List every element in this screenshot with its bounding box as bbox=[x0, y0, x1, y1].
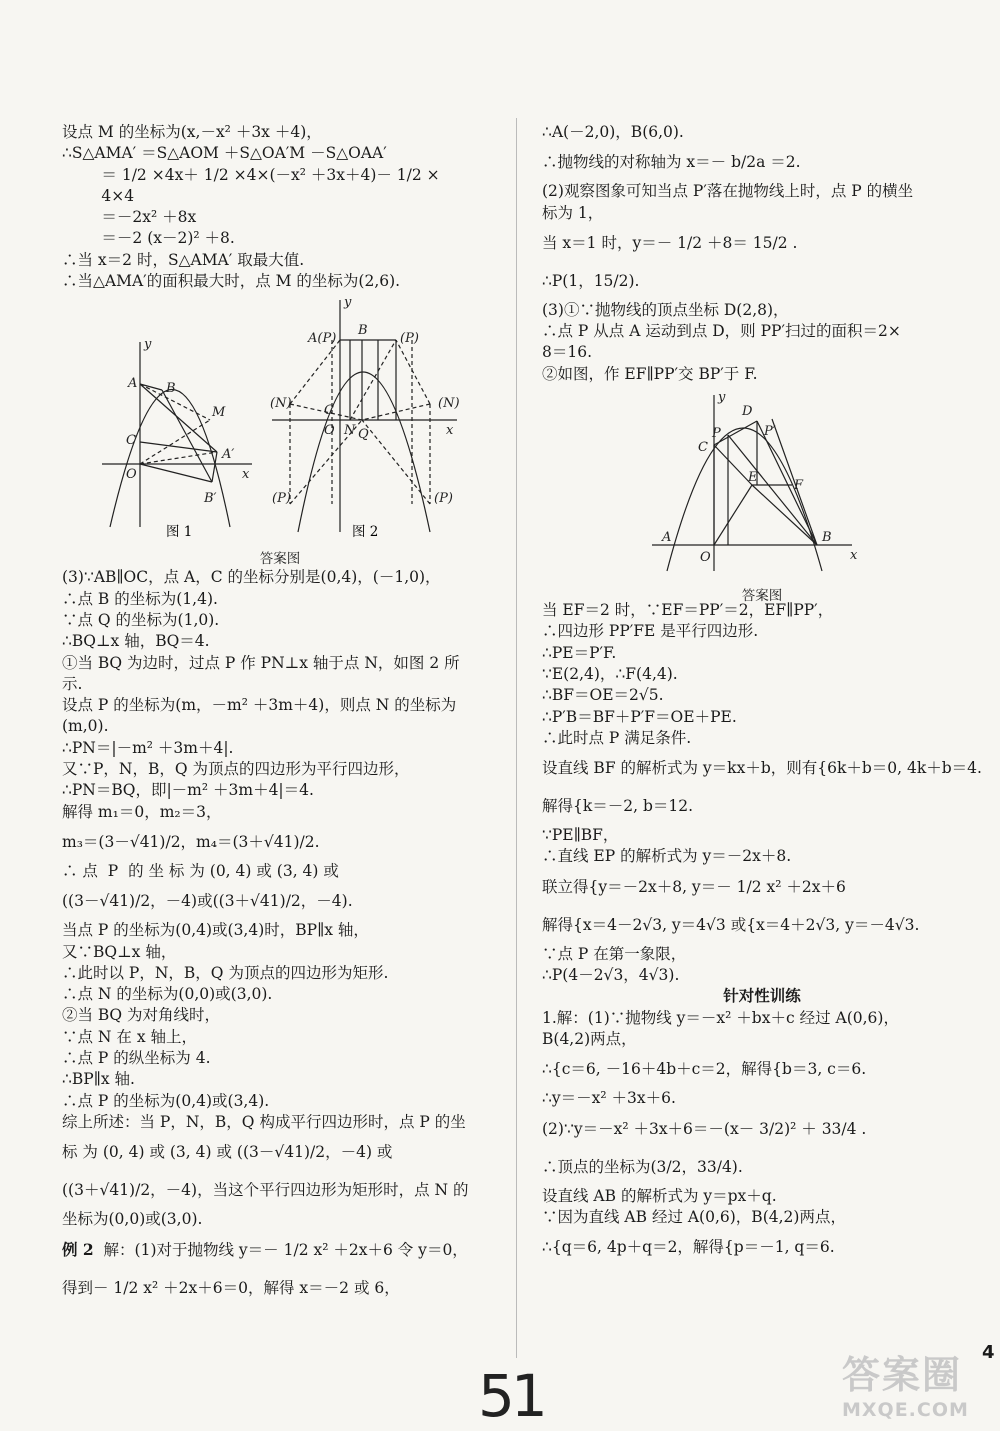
text-line: 得到－ 1/2 x² ＋2x＋6＝0，解得 x＝－2 或 6， bbox=[62, 1278, 400, 1297]
fig3-label: D bbox=[742, 404, 753, 420]
text-line: ∴BQ⊥x 轴，BQ＝4. bbox=[62, 632, 210, 651]
fig3-label: O bbox=[700, 550, 711, 566]
fig2-label: N bbox=[344, 423, 356, 439]
text-line: ∴此时点 P 满足条件. bbox=[542, 728, 692, 747]
fig2-label: (P) bbox=[400, 331, 419, 347]
text-line: ∴PN＝BQ，即|－m² ＋3m＋4|＝4. bbox=[62, 781, 314, 800]
text-line: ∵PE∥BF， bbox=[542, 826, 619, 845]
text-line: B(4,2)两点， bbox=[542, 1029, 637, 1048]
text-line: ∴PE＝P′F. bbox=[542, 643, 617, 662]
fig3-label: A bbox=[662, 530, 672, 546]
fig2-label: C bbox=[324, 403, 334, 419]
fig2-label: x bbox=[446, 423, 454, 439]
fig1-label: A bbox=[128, 376, 138, 392]
text-line: 当点 P 的坐标为(0,4)或(3,4)时，BP∥x 轴， bbox=[62, 921, 369, 940]
text-line: ∴S△AMA′ ＝S△AOM ＋S△OA′M －S△OAA′ bbox=[62, 144, 387, 163]
watermark-logo bbox=[842, 1344, 994, 1424]
text-line: ∵点 P 在第一象限， bbox=[542, 944, 687, 963]
fig3-label: E bbox=[748, 470, 758, 486]
fig1-label: y bbox=[144, 337, 152, 353]
text-line: ∴P′B＝BF＋P′F＝OE＋PE. bbox=[542, 707, 737, 726]
text-line: 设点 P 的坐标为(m，－m² ＋3m＋4)，则点 N 的坐标为 bbox=[62, 696, 457, 715]
section-title: 针对性训练 bbox=[723, 987, 801, 1006]
text-line: ∴点 P 的坐标为(0,4)或(3,4). bbox=[62, 1091, 270, 1110]
figure-1-and-2 bbox=[62, 292, 498, 542]
right-column bbox=[542, 122, 982, 1266]
text-line: (2)∵y＝－x² ＋3x＋6＝－(x－ 3/2)² ＋ 33/4 . bbox=[542, 1119, 867, 1138]
text-line: ＝－2x² ＋8x bbox=[62, 208, 197, 227]
example-2-line bbox=[62, 1231, 498, 1269]
figure-3-diagram bbox=[542, 385, 982, 580]
text-line: 设直线 AB 的解析式为 y＝px＋q. bbox=[542, 1186, 777, 1205]
fig2-label: B bbox=[358, 323, 368, 339]
text-line: ∵E(2,4)，∴F(4,4). bbox=[542, 664, 678, 683]
fig1-label: x bbox=[242, 467, 250, 483]
text-line: 标为 1， bbox=[542, 203, 604, 222]
fig2-caption: 图 2 bbox=[352, 524, 379, 541]
text-line: ∵点 N 在 x 轴上， bbox=[62, 1027, 198, 1046]
fig3-label: P′ bbox=[764, 424, 776, 440]
text-line: 又∵P，N，B，Q 为顶点的四边形为平行四边形， bbox=[62, 760, 410, 779]
fig1-label: O bbox=[126, 467, 137, 483]
text-line: 又∵BQ⊥x 轴， bbox=[62, 942, 177, 961]
figure-2-labels bbox=[270, 295, 460, 506]
text-line: (3)∵AB∥OC，点 A，C 的坐标分别是(0,4)，(－1,0)， bbox=[62, 568, 441, 587]
text-line: 坐标为(0,0)或(3,0). bbox=[62, 1210, 203, 1229]
text-line: ∴{q＝6, 4p＋q＝2，解得{p＝－1, q＝6. bbox=[542, 1238, 835, 1257]
text-line: ((3＋√41)/2，－4)，当这个平行四边形为矩形时，点 N 的 bbox=[62, 1181, 469, 1200]
text-line: ∴四边形 PP′FE 是平行四边形. bbox=[542, 622, 759, 641]
example-label: 例 2 bbox=[62, 1239, 94, 1259]
text-span: 解：(1)对于抛物线 y＝－ 1/2 x² ＋2x＋6 令 y＝0， bbox=[93, 1240, 468, 1259]
text-line: ∴BP∥x 轴. bbox=[62, 1070, 135, 1089]
fig3-label: y bbox=[718, 390, 726, 406]
fig2-label: (P) bbox=[434, 491, 453, 507]
text-line: ∴BF＝OE＝2√5. bbox=[542, 686, 664, 705]
text-line: ∴点 N 的坐标为(0,0)或(3,0). bbox=[62, 985, 273, 1004]
handwritten-page-mark: 51 bbox=[478, 1362, 544, 1430]
answer-figure-caption: 答案图 bbox=[259, 550, 301, 567]
text-line: ∴P(4－2√3，4√3). bbox=[542, 966, 680, 985]
fig2-label: Q bbox=[358, 427, 369, 443]
text-line: 4×4 bbox=[62, 186, 135, 205]
figures-1-2 bbox=[62, 292, 498, 567]
text-line: ∴抛物线的对称轴为 x＝－ b/2a ＝2. bbox=[542, 153, 801, 172]
text-line: ∴顶点的坐标为(3/2，33/4). bbox=[542, 1157, 743, 1176]
text-line: ∴P(1，15/2). bbox=[542, 271, 640, 290]
text-line: ∴ 点 P 的 坐 标 为 (0, 4) 或 (3, 4) 或 bbox=[62, 861, 339, 880]
text-line: (2)观察图象可知当点 P′落在抛物线上时，点 P 的横坐 bbox=[542, 182, 914, 201]
text-line: ∴直线 EP 的解析式为 y＝－2x＋8. bbox=[542, 847, 792, 866]
text-line: ∵因为直线 AB 经过 A(0,6)，B(4,2)两点， bbox=[542, 1207, 846, 1226]
text-line: 示. bbox=[62, 674, 83, 693]
fig2-label: O bbox=[324, 423, 335, 439]
text-line: ∴当 x＝2 时，S△AMA′ 取最大值. bbox=[62, 250, 305, 269]
fig2-label: (N) bbox=[270, 396, 292, 412]
text-line: ∴y＝－x² ＋3x＋6. bbox=[542, 1089, 676, 1108]
fig1-caption: 图 1 bbox=[166, 524, 193, 541]
fig1-label: C bbox=[126, 433, 136, 449]
text-line: ②当 BQ 为对角线时， bbox=[62, 1006, 220, 1025]
text-line: ∴{c＝6, －16＋4b＋c＝2，解得{b＝3, c＝6. bbox=[542, 1060, 867, 1079]
text-line: 综上所述：当 P，N，B，Q 构成平行四边形时，点 P 的坐 bbox=[62, 1112, 466, 1131]
fig3-label: F bbox=[794, 478, 804, 494]
answer-figure-caption: 答案图 bbox=[741, 588, 783, 605]
fig1-label: B′ bbox=[204, 491, 217, 507]
text-line: 1.解：(1)∵抛物线 y＝－x² ＋bx＋c 经过 A(0,6)， bbox=[542, 1008, 899, 1027]
text-line: 设点 M 的坐标为(x,－x² ＋3x ＋4)， bbox=[62, 123, 322, 141]
text-line: ∴点 P 从点 A 运动到点 D，则 PP′扫过的面积＝2× bbox=[542, 322, 901, 341]
fig1-label: B bbox=[166, 381, 176, 397]
fig2-label: A(P) bbox=[308, 331, 337, 347]
text-line: ∴当△AMA′的面积最大时，点 M 的坐标为(2,6). bbox=[62, 272, 401, 291]
column-divider bbox=[516, 118, 517, 1358]
fig2-label: (P) bbox=[272, 491, 291, 507]
text-line: (m,0). bbox=[62, 717, 109, 736]
fig1-label: A′ bbox=[222, 447, 235, 463]
text-line: ②如图，作 EF∥PP′交 BP′于 F. bbox=[542, 364, 758, 383]
text-line: ∴点 B 的坐标为(1,4). bbox=[62, 589, 218, 608]
text-line: 设直线 BF 的解析式为 y＝kx＋b，则有{6k＋b＝0, 4k＋b＝4. bbox=[542, 759, 982, 778]
text-line: ∴此时以 P，N，B，Q 为顶点的四边形为矩形. bbox=[62, 963, 389, 982]
figure-1-labels bbox=[126, 337, 250, 506]
left-column bbox=[62, 122, 498, 1307]
text-line: 解得 m₁＝0，m₂＝3， bbox=[62, 802, 222, 821]
text-line: ∵点 Q 的坐标为(1,0). bbox=[62, 610, 220, 629]
text-line: 当 EF＝2 时，∵EF＝PP′＝2，EF∥PP′， bbox=[542, 601, 834, 620]
page-number: 4 bbox=[982, 1342, 995, 1363]
text-line: ∴点 P 的纵坐标为 4. bbox=[62, 1049, 211, 1068]
text-line: 8＝16. bbox=[542, 343, 593, 362]
text-line: ＝－2 (x－2)² ＋8. bbox=[62, 229, 235, 248]
fig3-label: P bbox=[712, 426, 721, 442]
fig3-label: x bbox=[850, 548, 858, 564]
text-line: ①当 BQ 为边时，过点 P 作 PN⊥x 轴于点 N，如图 2 所 bbox=[62, 653, 460, 672]
watermark-text-bottom: MXQE.COM bbox=[842, 1399, 969, 1421]
text-line: 标 为 (0, 4) 或 (3, 4) 或 ((3－√41)/2，－4) 或 bbox=[62, 1143, 393, 1162]
text-line: 当 x＝1 时，y＝－ 1/2 ＋8＝ 15/2 . bbox=[542, 233, 798, 252]
text-line: ∴PN＝|－m² ＋3m＋4|. bbox=[62, 738, 234, 757]
text-line: (3)①∵抛物线的顶点坐标 D(2,8)， bbox=[542, 300, 789, 319]
fig2-label: y bbox=[344, 295, 352, 311]
watermark-text-top: 答案圈 bbox=[842, 1353, 963, 1397]
text-line: m₃＝(3－√41)/2，m₄＝(3＋√41)/2. bbox=[62, 832, 320, 851]
text-line: ((3－√41)/2，－4)或((3＋√41)/2，－4). bbox=[62, 892, 353, 911]
fig3-label: C bbox=[698, 440, 708, 456]
fig3-label: B bbox=[822, 530, 832, 546]
fig1-label: M bbox=[212, 405, 226, 421]
text-line: 解得{x＝4－2√3, y＝4√3 或{x＝4＋2√3, y＝－4√3. bbox=[542, 915, 920, 934]
text-line: 解得{k＝－2, b＝12. bbox=[542, 797, 694, 816]
fig2-label: (N) bbox=[438, 396, 460, 412]
figure-1-diagram bbox=[102, 342, 252, 527]
figure-3 bbox=[542, 385, 982, 605]
text-line: ∴A(－2,0)，B(6,0). bbox=[542, 123, 684, 141]
text-line: 联立得{y＝－2x＋8, y＝－ 1/2 x² ＋2x＋6 bbox=[542, 877, 846, 896]
text-line: ＝ 1/2 ×4x＋ 1/2 ×4×(－x² ＋3x＋4)－ 1/2 × bbox=[62, 165, 440, 184]
